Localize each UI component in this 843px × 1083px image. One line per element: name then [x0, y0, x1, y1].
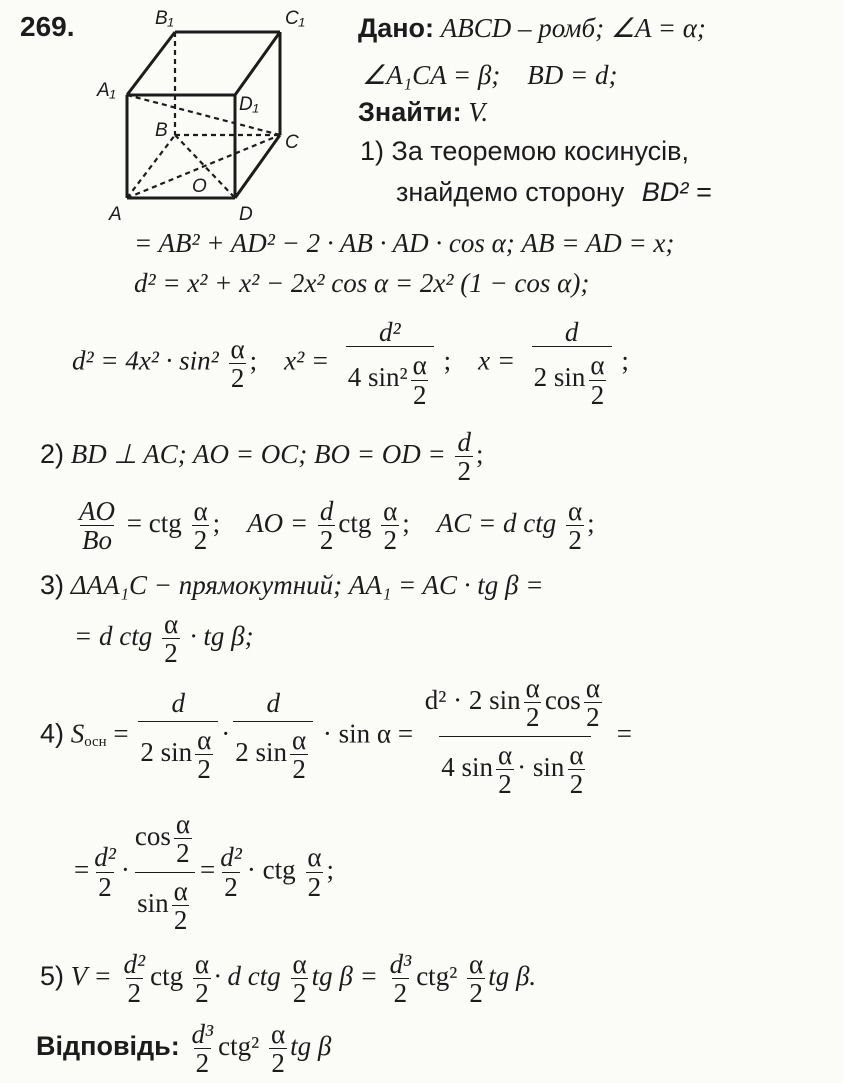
edge-D-C: [235, 135, 280, 198]
step2-line-2: $\frac{AO}{Bo}$ = ctg $\frac{\alpha}{2}$ ; AO = $\frac{d}{2}$ ctg $\frac{\alpha}{2}$ ; AC = d ctg $\frac{\alpha}{2}$ ;: [79, 496, 595, 556]
label-A: A: [109, 204, 122, 225]
label-C: C: [285, 132, 299, 153]
handwritten-bd: BD² =: [641, 177, 712, 207]
edge-C1-D1: [235, 32, 280, 95]
problem-number: 269.: [20, 11, 75, 42]
edge-A1-B1: [127, 32, 175, 95]
label-B1: B₁: [155, 8, 174, 29]
label-D: D: [239, 204, 253, 225]
step3-line-2: = d ctg $\frac{\alpha}{2}$ · tg β;: [74, 609, 254, 669]
step1-eq1: = AB² + AD² − 2 · AB · AD · cos α; AB = AD = x;: [134, 228, 675, 258]
step1-text-1: 1) За теоремою косинусів,: [360, 136, 689, 166]
step1-eq3: d² = 4x² · sin² $\frac{\alpha}{2}$ ; x² = d² 4 sin² $\frac{\alpha}{2}$ ; x = d 2 sin $\frac{\alpha}{2}$ ;: [72, 317, 629, 410]
given-line-2: ∠A₁CA = β; BD = d;: [362, 60, 618, 90]
step5-line: 5) V = $\frac{\text{d²}}{2}$ ctg $\frac{\alpha}{2}$ · d ctg $\frac{\alpha}{2}$ tg β = $\frac{\text{d³}}{2}$ ctg² $\frac{\alpha}{2}$ tg β.: [40, 949, 537, 1009]
step1-eq2: d² = x² + x² − 2x² cos α = 2x² (1 − cos α);: [134, 268, 590, 298]
step3-line-1: 3) ΔAA₁C − прямокутний; AA₁ = AC · tg β =: [40, 570, 544, 600]
hidden-edge-A-B: [127, 135, 175, 198]
prism-figure: [95, 0, 335, 230]
step2-line-1: 2) BD ⊥ AC; AO = OC; BO = OD = $\frac{d}{2}$ ;: [40, 427, 484, 487]
given-line-1: Дано: ABCD – ромб; ∠A = α;: [358, 13, 706, 43]
label-C1: C₁: [285, 8, 305, 29]
step1-text-2: знайдемо сторону BD² =: [396, 177, 712, 207]
find-line: Знайти: V.: [358, 97, 489, 127]
step4-line-2: = $\frac{\text{d²}}{2}$ · cos $\frac{\alpha}{2}$ sin $\frac{\alpha}{2}$ = $\frac{\text{d²}}{2}$ · ctg $\frac{\alpha}{2}$ ;: [74, 809, 334, 936]
label-O: O: [192, 176, 207, 197]
step4-line-1: 4) $S_{осн}$ = d 2 sin $\frac{\alpha}{2}$ · d 2 sin $\frac{\alpha}{2}$ · sin α = d² · 2 sin $\frac{\alpha}{2}$ cos $\frac{\alpha}{2}$ 4 sin $\frac{\alpha}{2}$ · sin $\frac{\alpha}{2}$ =: [40, 673, 632, 800]
label-B: B: [155, 120, 168, 141]
label-D1: D₁: [239, 94, 259, 115]
answer-line: Відповідь: $\frac{\text{d³}}{2}$ ctg² $\frac{\alpha}{2}$ tg β: [36, 1019, 332, 1079]
label-A1: A₁: [97, 80, 116, 101]
